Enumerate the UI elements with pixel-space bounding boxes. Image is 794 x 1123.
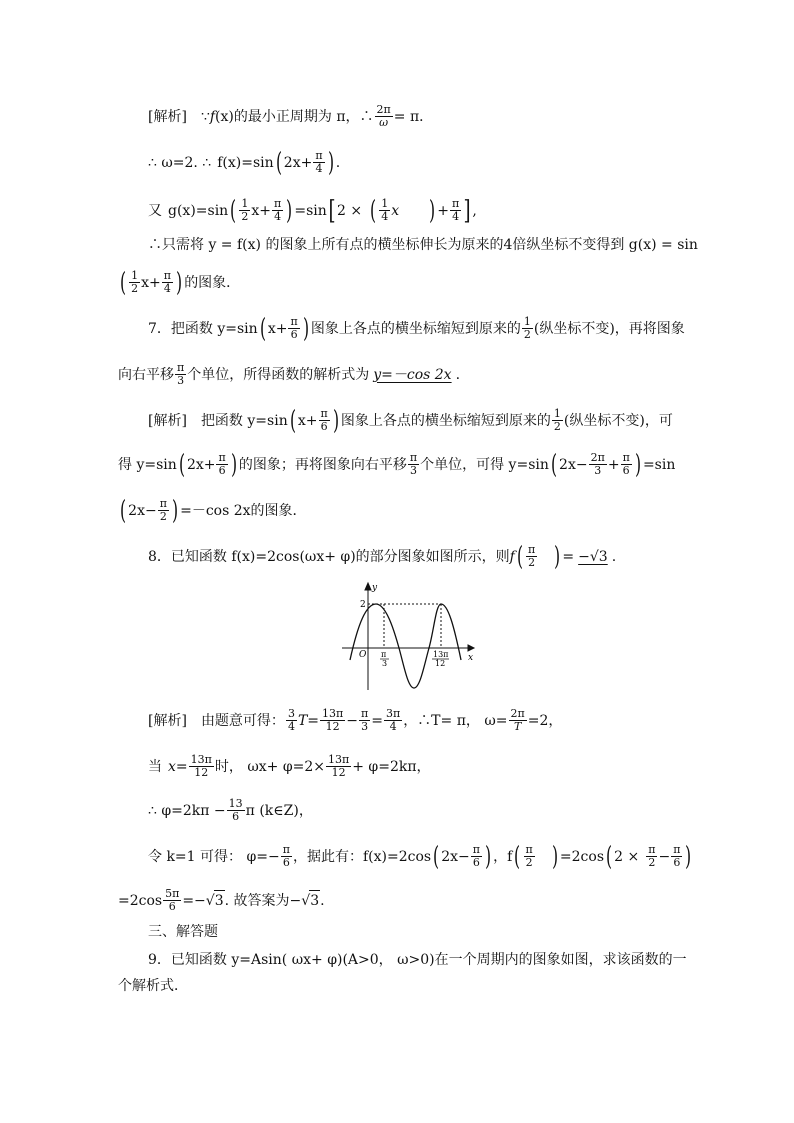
fraction: $\frac{1}{2}$ (241, 197, 249, 223)
fraction: $\frac{13\pi}{12}$ (322, 707, 344, 733)
x-axis-arrow (468, 645, 474, 651)
y-axis-arrow (365, 583, 371, 590)
cosine-graph (338, 580, 478, 692)
fraction: $\frac{13\pi}{12}$ (190, 753, 212, 779)
q7-line1: 7．把函数 y=sin ( x+ $\frac{\pi}{6}$ ) 图象上各点的横坐标缩短到原来的 $\frac{1}{2}$ (纵坐标不变)，再将图象 (148, 313, 685, 344)
solution6-line4: ∴只需将 y = f(x) 的图象上所有点的横坐标伸长为原来的4倍纵坐标不变得到 g(x) = sin (148, 237, 698, 253)
fraction: $\frac{\pi}{2}$ (528, 543, 536, 569)
fraction: $\frac{1}{2}$ (131, 269, 139, 295)
tick-13pi-over-12-den: 12 (435, 659, 446, 668)
fraction: $\frac{\pi}{6}$ (622, 451, 630, 477)
solution8-line2: 当 x= $\frac{13\pi}{12}$ 时， ωx+ φ=2× $\frac{13\pi}{12}$ + φ=2kπ， (148, 753, 431, 779)
q8-answer: −√3 (578, 548, 608, 565)
fraction: $\frac{2\pi}{T}$ (510, 707, 525, 733)
solution8-line5: =2cos $\frac{5\pi}{6}$ =− √ 3 . 故答案为− √ 3 . (118, 887, 325, 913)
fraction: $\frac{1}{2}$ (553, 407, 561, 433)
fraction: $\frac{13}{6}$ (228, 797, 243, 823)
fraction: $\frac{13\pi}{12}$ (328, 753, 350, 779)
max-label: 2 (360, 600, 366, 610)
fraction: $\frac{\pi}{6}$ (282, 843, 290, 869)
fraction: $\frac{\pi}{4}$ (315, 149, 323, 175)
fraction: $\frac{3\pi}{4}$ (385, 707, 401, 733)
fraction: $\frac{1}{4}$ (381, 197, 389, 223)
tick-13pi-over-12-num: 13π (433, 650, 449, 659)
fraction: $\frac{\pi}{6}$ (320, 407, 328, 433)
q8-line1: 8．已知函数 f(x)=2cos(ωx+ φ)的部分图象如图所示，则 f ( $\frac{\pi}{2}$ ) = −√3 . (148, 541, 617, 572)
fraction: $\frac{\pi}{4}$ (452, 197, 460, 223)
solution7-line3: ( 2x− $\frac{\pi}{2}$ ) =－cos 2x的图象． (120, 495, 307, 526)
solution6-line3: 又 g(x)=sin ( $\frac{1}{2}$ x+ $\frac{\pi}{4}$ ) =sin [ 2 × ( $\frac{1}{4}$ x ) + $\frac{\pi}{4}$ ] , (148, 195, 477, 226)
fraction: $\frac{\pi}{3}$ (409, 451, 418, 477)
fraction: $\frac{\pi}{6}$ (673, 843, 681, 869)
cosine-curve (350, 604, 461, 688)
fraction: $\frac{2\pi}{\omega}$ (376, 103, 391, 129)
fraction: $\frac{\pi}{2}$ (159, 497, 167, 523)
q7-line2: 向右平移 $\frac{\pi}{3}$ 个单位，所得函数的解析式为 y=－cos 2x . (118, 361, 461, 387)
fraction: $\frac{\pi}{2}$ (525, 843, 533, 869)
fraction: $\frac{\pi}{6}$ (218, 451, 226, 477)
tick-pi-over-3-num: π (381, 650, 387, 659)
solution7-line2: 得 y=sin ( 2x+ $\frac{\pi}{6}$ ) 的图象；再将图象向右平移 $\frac{\pi}{3}$ 个单位，可得 y=sin ( 2x− $\frac{2\pi}{3}$ + $\frac{\pi}{6}$ ) =sin (118, 449, 676, 480)
solution6-line2: ∴ ω=2. ∴ f(x)=sin ( 2x+ $\frac{\pi}{4}$ ) . (148, 147, 341, 178)
solution7-line1: [解析] 把函数 y=sin ( x+ $\frac{\pi}{6}$ ) 图象上各点的横坐标缩短到原来的 $\frac{1}{2}$ (纵坐标不变)，可 (148, 405, 673, 436)
fraction: $\frac{\pi}{4}$ (163, 269, 172, 295)
solution6-line5: ( $\frac{1}{2}$ x+ $\frac{\pi}{4}$ ) 的图象． (120, 267, 241, 298)
solution8-line4: 令 k=1 可得： φ=− $\frac{\pi}{6}$ ，据此有：f(x)=2cos ( 2x− $\frac{\pi}{6}$ ) ，f ( $\frac{\pi}{2}$ ) =2cos ( 2 × $\frac{\pi}{2}$ − $\frac{\pi}{6}$ ) (148, 841, 692, 872)
analysis-tag: [解析] (148, 712, 187, 729)
y-axis-label: y (372, 583, 378, 593)
fraction: $\frac{\pi}{6}$ (472, 843, 481, 869)
solution8-line1: [解析] 由题意可得： $\frac{3}{4}$ T= $\frac{13\pi}{12}$ − $\frac{\pi}{3}$ = $\frac{3\pi}{4}$ ，∴T= π， ω= $\frac{2\pi}{T}$ =2， (148, 707, 563, 733)
q9-line2: 个解析式． (118, 978, 188, 994)
fraction: $\frac{\pi}{4}$ (274, 197, 282, 223)
tick-pi-over-3-den: 3 (382, 659, 388, 668)
q7-answer: y=－cos 2x (373, 366, 452, 383)
x-axis-label: x (468, 653, 474, 663)
origin-label: O (359, 650, 367, 660)
fraction: $\frac{\pi}{3}$ (360, 707, 369, 733)
fraction: $\frac{5\pi}{6}$ (165, 887, 180, 913)
fraction: $\frac{\pi}{3}$ (177, 361, 185, 387)
analysis-tag: [解析] (148, 412, 187, 429)
section-heading: 三、解答题 (148, 924, 218, 940)
fraction: $\frac{1}{2}$ (523, 315, 531, 341)
fraction: $\frac{\pi}{2}$ (648, 843, 656, 869)
analysis-tag: [解析] (148, 108, 187, 125)
fraction: $\frac{2\pi}{3}$ (590, 451, 605, 477)
solution8-line3: ∴ φ=2kπ − $\frac{13}{6}$ π (k∈Z)， (148, 797, 313, 823)
solution6-line1: [解析] ∵ f (x) 的最小正周期为 π，∴ $\frac{2\pi}{\omega}$ = π． (148, 103, 434, 129)
fraction: $\frac{\pi}{6}$ (290, 315, 298, 341)
fraction: $\frac{3}{4}$ (287, 707, 295, 733)
q9-line1: 9．已知函数 y=Asin( ωx+ φ)(A>0， ω>0)在一个周期内的图象如图，求该函数的一 (148, 952, 687, 968)
